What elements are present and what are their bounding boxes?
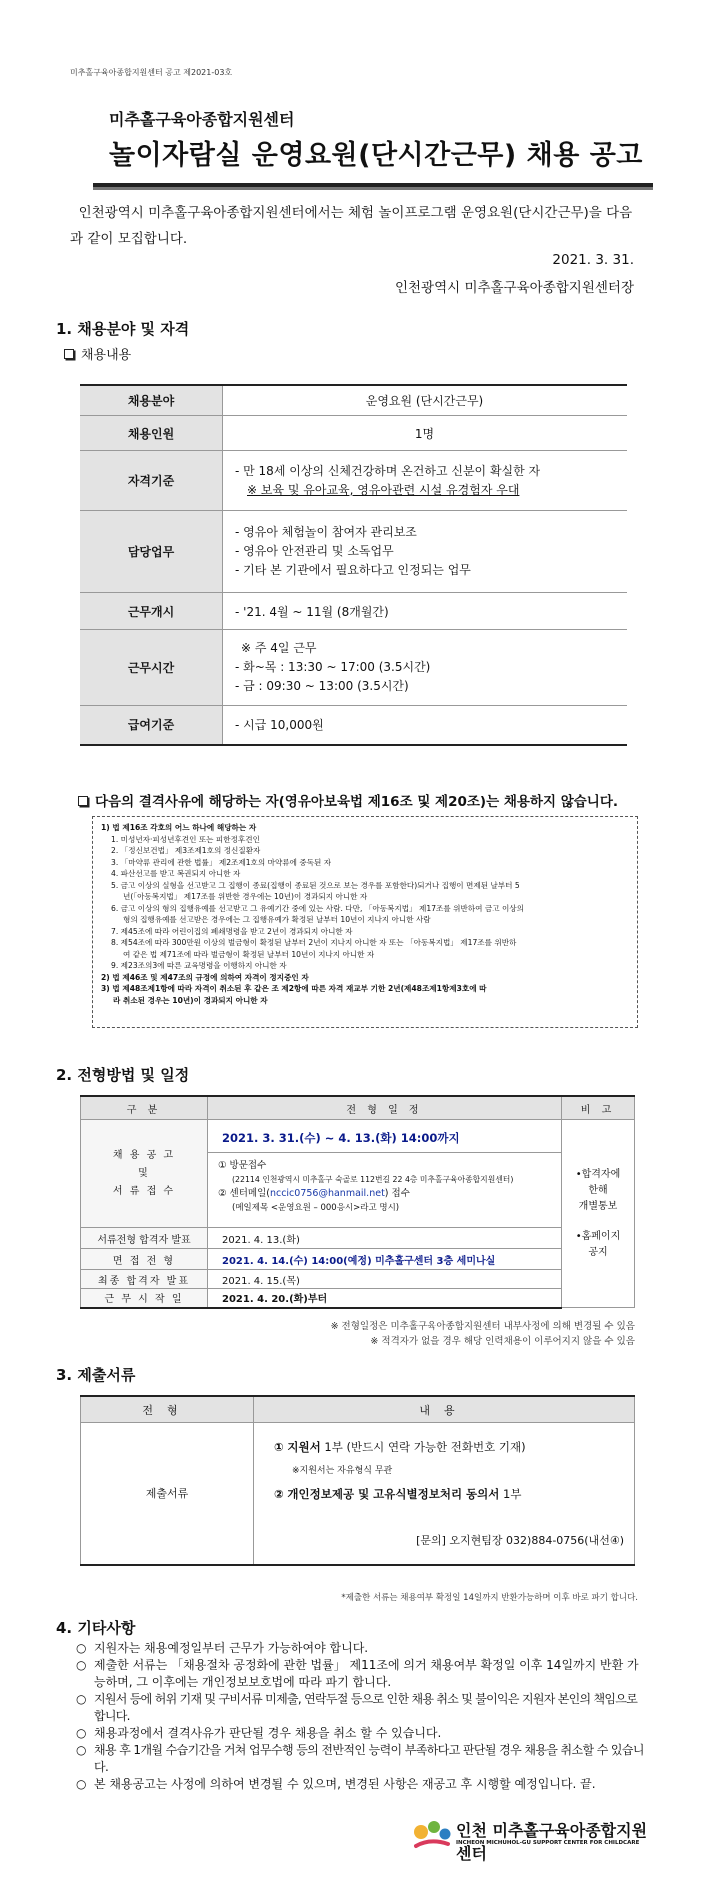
disq-line: 9. 제23조의3에 따른 교육명령을 이행하지 아니한 자 (111, 961, 287, 970)
schedule-label: 면 접 전 형 (81, 1249, 208, 1270)
remark-line: •합격자에 (575, 1168, 621, 1180)
table-row (80, 511, 627, 593)
schedule-label: 서류전형 합격자 발표 (81, 1228, 208, 1249)
header-org: 미추홀구육아종합지원센터 (109, 110, 295, 129)
table-row (81, 1120, 635, 1228)
logo-name: 인천 미추홀구육아종합지원센터 (456, 1821, 648, 1863)
section3-heading: 3. 제출서류 (56, 1366, 136, 1384)
duty-line: - 영유아 안전관리 및 소독업무 (235, 544, 394, 558)
doc-item: ② 개인정보제공 및 고유식별정보처리 동의서 1부 (274, 1487, 522, 1501)
center-logo (410, 1816, 660, 1863)
documents-note: *제출한 서류는 채용여부 확정일 14일까지 반환가능하며 이후 바로 파기 합니다. (341, 1593, 638, 1603)
disq-line: 2. 「정신보건법」 제3조제1호의 정신질환자 (111, 846, 261, 855)
remark-line: 개별통보 (578, 1200, 618, 1212)
documents-header: 내용 (254, 1396, 635, 1423)
recruit-table (80, 384, 627, 746)
table-row (81, 1249, 635, 1270)
field-label: 채용분야 (80, 385, 223, 416)
circle-bullet-icon: ○ (76, 1726, 87, 1740)
hours-label: 근무시간 (80, 630, 223, 706)
disqualification-box (92, 816, 638, 1028)
disq-line: 5. 금고 이상의 실형을 선고받고 그 집행이 종료(집행이 종료된 것으로 보는 경우를 포함한다)되거나 집행이 면제된 날부터 5 (111, 880, 520, 890)
qual-label: 자격기준 (80, 451, 223, 511)
documents-list (254, 1423, 635, 1565)
disq-line: 1) 법 제16조 각호의 어느 하나에 해당하는 자 (101, 823, 257, 832)
table-row (80, 630, 627, 706)
notice-date: 2021. 3. 31. (552, 252, 634, 268)
circle-bullet-icon: ○ (76, 1777, 87, 1791)
page-title: 놀이자람실 운영요원(단시간근무) 채용 공고 (109, 140, 643, 171)
start-label: 근무개시 (80, 593, 223, 630)
disq-line: 1. 미성년자·피성년후견인 또는 피한정후견인 (111, 834, 260, 844)
apply-methods (208, 1153, 561, 1219)
apply-label-line: 채 용 공 고 (112, 1149, 176, 1161)
pay-label: 급여기준 (80, 706, 223, 745)
disq-line: 년(「아동복지법」 제17조를 위반한 경우에는 10년)이 경과되지 아니한 자 (123, 892, 368, 901)
disqualification-title: 다음의 결격사유에 해당하는 자(영유아보육법 제16조 및 제20조)는 채용하지 않습니다. (78, 790, 618, 810)
center-logo-icon (410, 1816, 454, 1856)
apply-label-line: 서 류 접 수 (112, 1185, 176, 1197)
count-value: 1명 (223, 416, 628, 451)
list-item: ○ 채용과정에서 결격사유가 판단될 경우 채용을 취소 할 수 있습니다. (76, 1726, 442, 1740)
list-item: ○ 지원서 등에 허위 기재 및 구비서류 미제출, 연락두절 등으로 인한 채용 취소 및 불이익은 지원자 본인의 책임으로 합니다. (76, 1692, 638, 1723)
logo-english: INCHEON MICHUHOL-GU SUPPORT CENTER FOR CHILDCARE (456, 1840, 640, 1846)
disq-line: 3) 법 제48조제1항에 따라 자격이 취소된 후 같은 조 제2항에 따른 자격 재교부 기한 2년(제48조제1항제3호에 따 (101, 984, 487, 993)
field-value: 운영요원 (단시간근무) (223, 385, 628, 416)
schedule-value: 2021. 4. 13.(화) (208, 1228, 562, 1249)
duty-line: - 기타 본 기관에서 필요하다고 인정되는 업무 (235, 563, 471, 577)
count-label: 채용인원 (80, 416, 223, 451)
method-visit: ① 방문접수 (218, 1160, 267, 1171)
documents-table (80, 1395, 635, 1566)
disq-line: 라 취소된 경우는 10년)이 경과되지 아니한 자 (113, 995, 268, 1005)
list-item: ○ 지원자는 채용예정일부터 근무가 가능하여야 합니다. (76, 1641, 369, 1655)
schedule-table (80, 1095, 635, 1309)
doc-note: ※지원서는 자유형식 무관 (292, 1466, 393, 1476)
hours-line: - 금 : 09:30 ~ 13:00 (3.5시간) (235, 679, 409, 693)
doc-item: ① 지원서 1부 (반드시 연락 가능한 전화번호 기재) (274, 1440, 526, 1454)
table-row (81, 1270, 635, 1289)
schedule-value: 2021. 4. 20.(화)부터 (208, 1289, 562, 1308)
schedule-header: 전 형 일 정 (208, 1096, 562, 1120)
disq-line: 2) 법 제46조 및 제47조의 규정에 의하여 자격이 정지중인 자 (101, 972, 309, 982)
documents-label: 제출서류 (81, 1423, 254, 1565)
schedule-label: 근 무 시 작 일 (81, 1289, 208, 1308)
documents-header: 전형 (81, 1396, 254, 1423)
hours-value (223, 630, 628, 706)
remarks (562, 1120, 635, 1308)
notice-number: 미추홀구육아종합지원센터 공고 제2021-03호 (70, 68, 233, 77)
method-visit-address: (22114 인천광역시 미추홀구 숙골로 112번길 22 4층 미추홀구육아종합지원센터) (232, 1175, 514, 1184)
table-row (81, 1228, 635, 1249)
section4-heading: 4. 기타사항 (56, 1619, 136, 1637)
apply-label (81, 1120, 208, 1228)
schedule-label: 최종 합격자 발표 (81, 1270, 208, 1289)
disq-line: 여 같은 법 제71조에 따라 벌금형이 확정된 날부터 10년이 지나지 아니한 자 (123, 949, 375, 959)
schedule-note: ※ 전형일정은 미추홀구육아종합지원센터 내부사정에 의해 변경될 수 있음 (330, 1321, 635, 1332)
disq-line: 8. 제54조에 따라 300만원 이상의 벌금형이 확정된 날부터 2년이 지나지 아니한 자 또는 「아동복지법」 제17조를 위반하 (111, 938, 517, 947)
list-item: ○ 제출한 서류는 「채용절차 공정화에 관한 법률」 제11조에 의거 채용여부 확정일 이후 14일까지 반환 가능하며, 그 이후에는 개인정보보호법에 따라 파기 합니다. (76, 1658, 639, 1689)
qual-value (223, 451, 628, 511)
list-item: ○ 채용 후 1개월 수습기간을 거쳐 업무수행 등의 전반적인 능력이 부족하다고 판단될 경우 채용을 취소할 수 있습니다. (76, 1743, 644, 1774)
apply-details (208, 1120, 562, 1228)
remark-line: 한해 (588, 1184, 608, 1196)
hours-line: - 화~목 : 13:30 ~ 17:00 (3.5시간) (235, 660, 431, 674)
schedule-value: 2021. 4. 14.(수) 14:00(예정) 미추홀구센터 3층 세미나실 (208, 1249, 562, 1270)
disq-line: 6. 금고 이상의 형의 집행유예를 선고받고 그 유예기간 중에 있는 사람. 다만, 「아동복지법」 제17조를 위반하여 금고 이상의 (111, 903, 524, 913)
table-row (81, 1096, 635, 1120)
table-row (81, 1396, 635, 1423)
table-row (80, 593, 627, 630)
apply-period: 2021. 3. 31.(수) ~ 4. 13.(화) 14:00까지 (208, 1120, 561, 1153)
table-row (80, 385, 627, 416)
circle-bullet-icon: ○ (76, 1641, 87, 1655)
method-email-note: (메일제목 <운영요원 – 000응시>라고 명시) (232, 1203, 400, 1213)
schedule-note: ※ 적격자가 없을 경우 해당 인력채용이 이루어지지 않을 수 있음 (370, 1336, 635, 1347)
disq-line: 4. 파산선고를 받고 복권되지 아니한 자 (111, 869, 241, 878)
list-item: ○ 본 채용공고는 사정에 의하여 변경될 수 있으며, 변경된 사항은 재공고 후 시행할 예정입니다. 끝. (76, 1777, 596, 1791)
square-bullet-icon (78, 796, 88, 806)
schedule-value: 2021. 4. 15.(목) (208, 1270, 562, 1289)
circle-bullet-icon: ○ (76, 1658, 87, 1672)
etc-list (76, 1640, 646, 1793)
schedule-header: 비 고 (562, 1096, 635, 1120)
circle-bullet-icon: ○ (76, 1692, 86, 1706)
contact: [문의] 오지현팀장 032)884-0756(내선④) (416, 1534, 624, 1547)
section2-heading: 2. 전형방법 및 일정 (56, 1066, 190, 1084)
hours-line: ※ 주 4일 근무 (241, 641, 317, 655)
square-bullet-icon (64, 349, 74, 359)
disq-line: 형의 집행유예를 선고받은 경우에는 그 집행유예가 확정된 날부터 10년이 지나지 아니한 사람 (123, 915, 431, 924)
schedule-header: 구 분 (81, 1096, 208, 1120)
duty-value (223, 511, 628, 593)
table-row (80, 706, 627, 745)
pay-value: - 시급 10,000원 (223, 706, 628, 745)
start-value: - '21. 4월 ~ 11월 (8개월간) (223, 593, 628, 630)
disq-line: 7. 제45조에 따라 어린이집의 폐쇄명령을 받고 2년이 경과되지 아니한 자 (111, 926, 353, 936)
signer: 인천광역시 미추홀구육아종합지원센터장 (394, 280, 634, 296)
section1-sub: 채용내용 (64, 344, 131, 363)
apply-label-line: 및 (138, 1167, 150, 1179)
table-row (80, 416, 627, 451)
intro-text: 인천광역시 미추홀구육아종합지원센터에서는 체험 놀이프로그램 운영요원(단시간근무)을 다음과 같이 모집합니다. (70, 205, 633, 247)
duty-line: - 영유아 체험놀이 참여자 관리보조 (235, 525, 417, 539)
circle-bullet-icon: ○ (76, 1743, 86, 1757)
remark-line: •홈페이지 (575, 1230, 621, 1242)
qual-line: - 만 18세 이상의 신체건강하며 온건하고 신분이 확실한 자 (235, 463, 541, 478)
qual-preference: ※ 보육 및 유아교육, 영유아관련 시설 유경험자 우대 (247, 482, 520, 497)
table-row (81, 1423, 635, 1565)
method-email: ② 센터메일(nccic0756@hanmail.net) 접수 (218, 1188, 410, 1199)
title-box (93, 95, 653, 187)
table-row (81, 1289, 635, 1308)
duty-label: 담당업무 (80, 511, 223, 593)
table-row (80, 451, 627, 511)
disq-line: 3. 「마약류 관리에 관한 법률」 제2조제1호의 마약류에 중독된 자 (111, 857, 332, 867)
remark-line: 공지 (588, 1246, 608, 1258)
section1-heading: 1. 채용분야 및 자격 (56, 320, 190, 338)
email-link[interactable]: nccic0756@hanmail.net (269, 1188, 385, 1199)
